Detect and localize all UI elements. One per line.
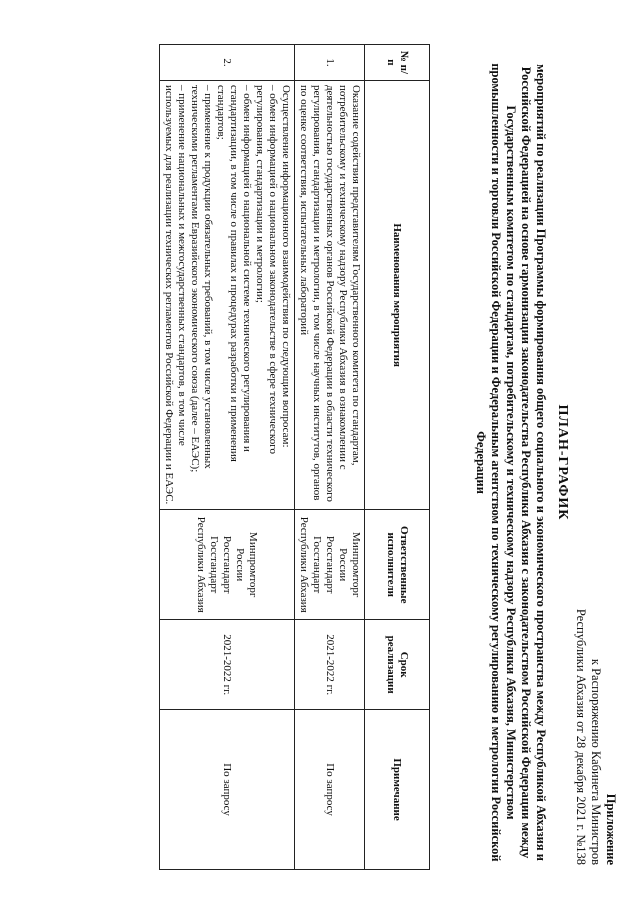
header-name: Наименования мероприятия [365,80,430,509]
description-line: – применение к продукции обязательных требований, в том числе установленных техническими регламентами Евразийского экономического союза (далее – ЕАЭС); [189,84,214,473]
row-executors [295,510,365,620]
document-title: ПЛАН-ГРАФИК [555,404,570,521]
executor-line: Минпромторг России [234,532,260,598]
description-line: – обмен информацией о национальной системе технического регулирования и стандартизации, в том числе о правилах и процедурах разработки и применения стандартов; [215,84,253,462]
table-header-row [365,45,430,870]
executor-line: Республики Абхазия [195,516,208,613]
row-number: 2. [160,45,295,81]
plan-table [159,44,430,870]
header-executors: Ответственные исполнители [365,510,430,620]
executor-line: Госстандарт [311,536,323,594]
header-num: № п/п [365,45,430,81]
appendix-heading: Приложение [604,793,618,865]
executor-line: Госстандарт [208,536,221,594]
header-note: Примечание [365,710,430,870]
description-line: Осуществление информационного взаимодействия по следующим вопросам: [280,84,292,448]
executor-line: Росстандарт [324,535,336,594]
appendix-reference [573,535,618,865]
description-line: – обмен информацией о национальном законодательстве в сфере технического регулирования, стандартизации и метрологии; [254,84,279,454]
table-row [295,45,365,870]
description-line: Оказание содействия представителям Государственного комитета по стандартам, потребительскому и техническому надзору Республики Абхазия в ознакомлении с деятельностью государственных органов Российской Федерации в области технического регулирования, стандартизации и метрологии, в том числе научных институтов, органов по оценке соответствия, испытательных лабораторий [298,84,362,502]
row-note: По запросу [160,710,295,870]
document-subtitle: мероприятий по реализации Программы формирования общего социального и экономического пространства между Республикой Абхазия и Российской Федерацией на основе гармонизации законодательства Республики Абхазия с законодательством Российской Федерации между Государственным комитетом по стандартам, потребительскому и техническому надзору Республики Абхазия, Министерством промышленности и торговли Российской Федерации и Федеральным агентством по техническому регулированию и метрологии Российской Федерации [474,63,548,862]
appendix-line-2: Республики Абхазия от 28 декабря 2021 г. №138 [574,608,588,865]
row-deadline: 2021-2022 гг. [295,620,365,710]
appendix-line-1: к Распоряжению Кабинета Министров [589,658,603,865]
description-line: – применение национальных и межгосударственных стандартов, в том числе используемых для реализации технических регламентов Российской Федерации и ЕАЭС. [163,84,188,505]
table-row [160,45,295,870]
header-deadline: Срок реализации [365,620,430,710]
row-executors [160,510,295,620]
row-number: 1. [295,45,365,81]
executor-line: Республики Абхазия [298,516,310,613]
row-note: По запросу [295,710,365,870]
row-deadline: 2021-2022 гг. [160,620,295,710]
executor-line: Росстандарт [221,535,234,594]
executor-line: Минпромторг России [337,532,362,598]
row-description [295,80,365,509]
row-description [160,80,295,509]
